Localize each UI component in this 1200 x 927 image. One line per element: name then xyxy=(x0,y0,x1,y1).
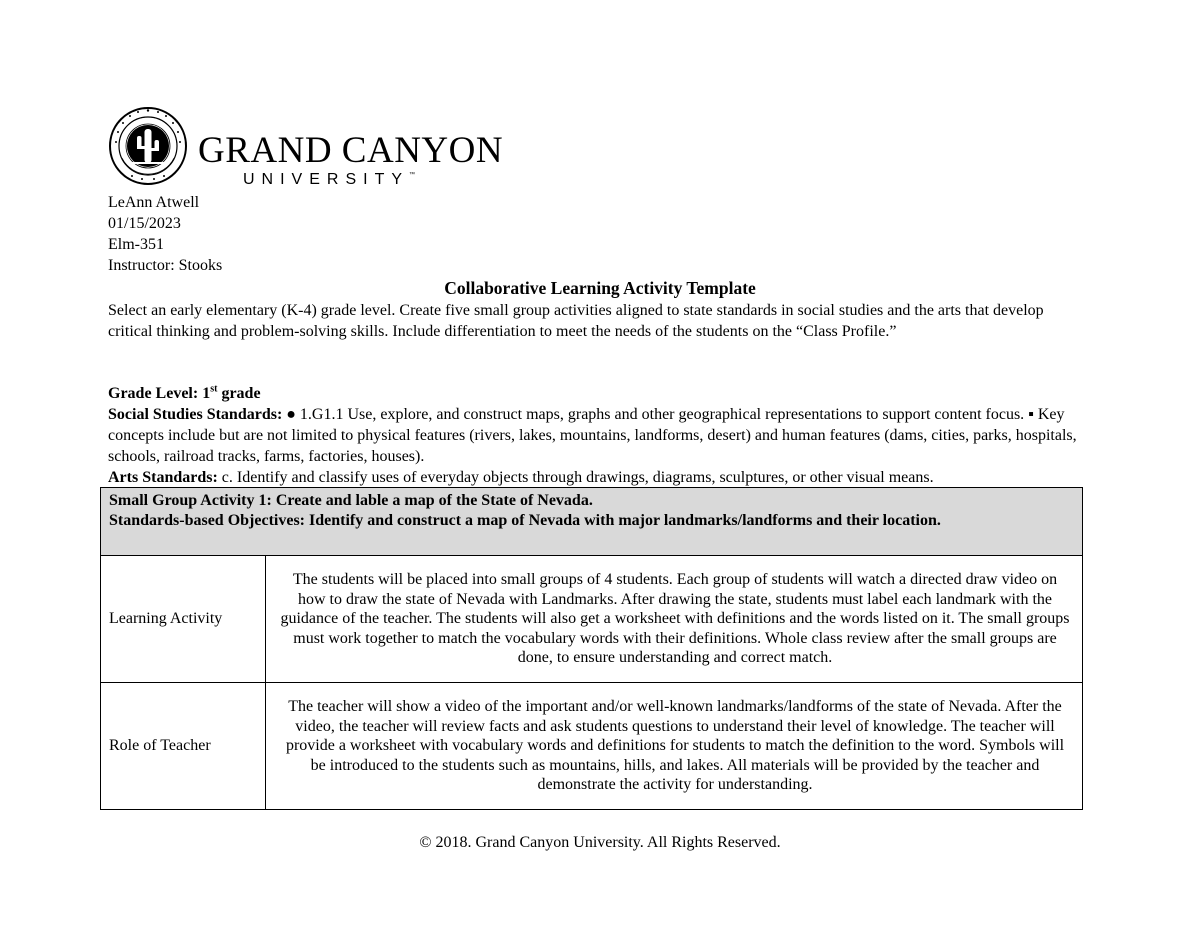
trademark-mark: ™ xyxy=(409,172,416,178)
row-label: Role of Teacher xyxy=(101,683,266,810)
university-name: GRAND CANYON xyxy=(198,130,504,171)
instructor-name: Instructor: Stooks xyxy=(108,257,223,274)
arts-standards-label: Arts Standards: xyxy=(108,469,218,486)
arts-standards-text: c. Identify and classify uses of everyday objects through drawings, diagrams, sculptures, or other visual means. xyxy=(221,469,934,486)
copyright-footer: © 2018. Grand Canyon University. All Rights Reserved. xyxy=(419,834,781,851)
grade-level-word: grade xyxy=(221,385,261,402)
activity-table xyxy=(100,487,1083,810)
grade-level xyxy=(108,383,1083,404)
activity-header-cell xyxy=(101,488,1083,556)
grade-level-suffix: st xyxy=(210,383,218,395)
student-name: LeAnn Atwell xyxy=(108,194,200,211)
social-studies-text: ● 1.G1.1 Use, explore, and construct maps, graphs and other geographical representations to support content focus. ▪ Key concepts include but are not limited to physical features (rivers, lakes, mountains, landforms, desert) and human features (dams, cities, parks, hospitals, schools, railroad tracks, farms, factories, houses). xyxy=(108,406,1077,465)
university-logo xyxy=(108,106,504,192)
activity-title: Small Group Activity 1: Create and lable a map of the State of Nevada. xyxy=(109,492,593,509)
document-title: Collaborative Learning Activity Template xyxy=(444,278,756,298)
table-row xyxy=(101,556,1083,683)
arts-standards xyxy=(108,467,1083,488)
grade-level-label: Grade Level: xyxy=(108,385,199,402)
grade-level-value: 1 xyxy=(202,385,211,402)
row-label: Learning Activity xyxy=(101,556,266,683)
social-studies-standards xyxy=(108,404,1083,467)
student-info xyxy=(108,192,1083,276)
row-content: The teacher will show a video of the important and/or well-known landmarks/landforms of the state of Nevada. After the video, the teacher will review facts and ask students questions to understand their level of knowledge. The teacher will provide a worksheet with vocabulary words and definitions for students to match the definition to the word. Symbols will be introduced to the students such as mountains, hills, and lakes. All materials will be provided by the teacher and demonstrate the activity for understanding. xyxy=(266,683,1083,810)
row-content: The students will be placed into small groups of 4 students. Each group of students will watch a directed draw video on how to draw the state of Nevada with Landmarks. After drawing the state, students must label each landmark with the guidance of the teacher. The students will also get a worksheet with definitions and the words listed on it. The small groups must work together to match the vocabulary words with their definitions. Whole class review after the small groups are done, to ensure understanding and correct match. xyxy=(266,556,1083,683)
assignment-instructions: Select an early elementary (K-4) grade level. Create five small group activities aligned to state standards in social studies and the arts that develop critical thinking and problem-solving skills. Include differentiation to meet the needs of the students on the “Class Profile.” xyxy=(108,302,1044,340)
activity-objectives: Standards-based Objectives: Identify and construct a map of Nevada with major landmarks/landforms and their location. xyxy=(109,511,941,529)
activity-header-row xyxy=(101,488,1083,556)
course-code: Elm-351 xyxy=(108,236,164,253)
university-subtitle: UNIVERSITY™ xyxy=(243,171,416,188)
submission-date: 01/15/2023 xyxy=(108,215,181,232)
university-seal-icon xyxy=(108,106,188,186)
standards-section xyxy=(108,383,1083,488)
social-studies-label: Social Studies Standards: xyxy=(108,406,283,423)
table-row xyxy=(101,683,1083,810)
